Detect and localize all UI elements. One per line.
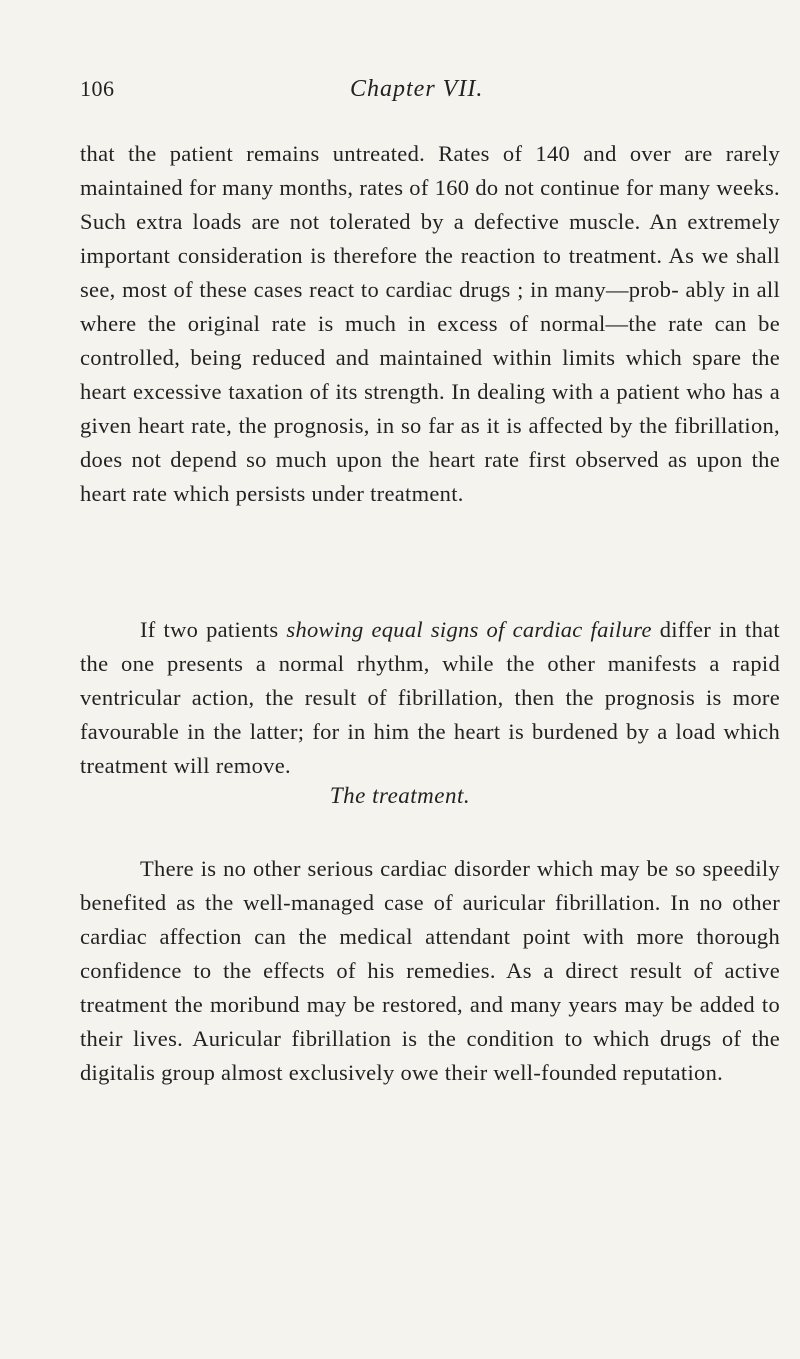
section-heading: The treatment. — [329, 783, 471, 808]
page-number: 106 — [80, 76, 115, 101]
paragraph-continued: that the patient remains untreated. Rates of 140 and over are rarely maintained for many months, rates of 160 do not continue for many weeks. Such extra loads are not tolerated by a defective muscle. An extremely important consideration is therefore the reaction to treatment. As we shall see, most of these cases react to cardiac drugs ; in many—prob- ably in all where the original rate is much in excess of normal—the rate can be controlled, being reduced and maintained within limits which spare the heart excessive taxation of its strength. In dealing with a patient who has a given heart rate, the prognosis, in so far as it is affected by the fibrillation, does not depend so much upon the heart rate first observed as upon the heart rate which persists under treatment. — [80, 141, 780, 506]
paragraph-lead-text: If two patients — [140, 617, 287, 642]
paragraph-rest-text: differ in that the one presents a normal rhythm, while the other manifests a rapid ventricular action, the result of fibrillation, then the prognosis is more favourable in the latter; for in him the heart is burdened by a load which treatment will remove. — [80, 617, 780, 778]
page-header — [80, 76, 720, 116]
paragraph-prognosis — [80, 613, 780, 783]
paragraph-treatment: There is no other serious cardiac disorder which may be so speedily benefited as the well-managed case of auricular fibrillation. In no other cardiac affection can the medical attendant point with more thorough confidence to the effects of his remedies. As a direct result of active treatment the moribund may be restored, and many years may be added to their lives. Auricular fibrillation is the condition to which drugs of the digitalis group almost exclusively owe their well-founded reputation. — [80, 856, 780, 1085]
emphasized-text: showing equal signs of cardiac failure — [286, 617, 652, 642]
running-title: Chapter VII. — [350, 76, 484, 102]
